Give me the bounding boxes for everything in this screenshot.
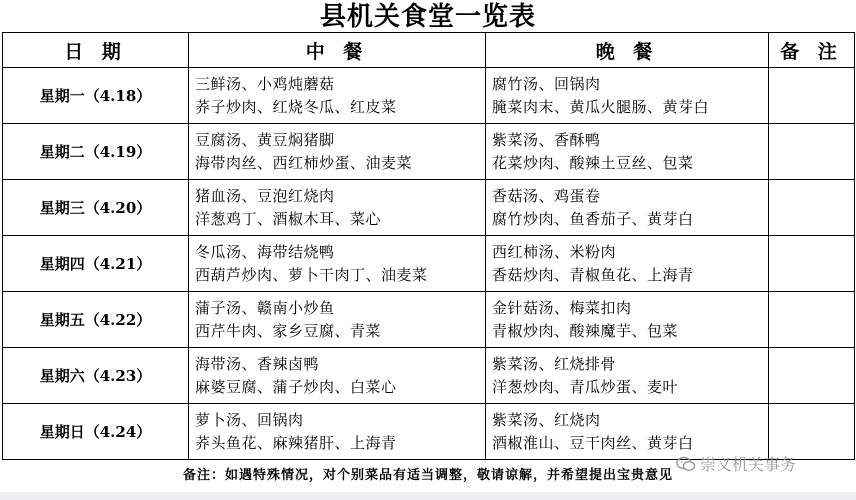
remark-cell xyxy=(769,348,855,404)
dinner-line: 香菇汤、鸡蛋卷 xyxy=(492,186,601,205)
day-cell: 星期日（4.24） xyxy=(3,404,189,460)
remark-cell xyxy=(769,236,855,292)
table-row xyxy=(3,236,855,292)
lunch-line: 萝卜汤、回锅肉 xyxy=(195,410,304,429)
dinner-line: 金针菇汤、梅菜扣肉 xyxy=(492,298,632,317)
watermark xyxy=(676,452,796,475)
day-cell: 星期三（4.20） xyxy=(3,180,189,236)
lunch-cell xyxy=(189,404,486,460)
dinner-cell xyxy=(486,180,769,236)
dinner-line: 花菜炒肉、酸辣土豆丝、包菜 xyxy=(492,153,694,172)
remark-cell xyxy=(769,180,855,236)
dinner-cell xyxy=(486,292,769,348)
table-row xyxy=(3,180,855,236)
wechat-icon xyxy=(676,456,696,472)
remark-cell xyxy=(769,124,855,180)
table-row xyxy=(3,292,855,348)
day-cell: 星期六（4.23） xyxy=(3,348,189,404)
lunch-line: 豆腐汤、黄豆焖猪脚 xyxy=(195,130,335,149)
lunch-line: 蒲子汤、赣南小炒鱼 xyxy=(195,298,335,317)
lunch-line: 猪血汤、豆泡红烧肉 xyxy=(195,186,335,205)
remark-cell xyxy=(769,68,855,124)
lunch-line: 海带汤、香辣卤鸭 xyxy=(195,354,320,373)
dinner-cell xyxy=(486,236,769,292)
lunch-line: 西葫芦炒肉、萝卜干肉丁、油麦菜 xyxy=(195,265,428,284)
day-cell: 星期四（4.21） xyxy=(3,236,189,292)
dinner-line: 紫菜汤、红烧肉 xyxy=(492,410,601,429)
lunch-cell xyxy=(189,68,486,124)
lunch-line: 洋葱鸡丁、酒椒木耳、菜心 xyxy=(195,209,382,228)
dinner-line: 洋葱炒肉、青瓜炒蛋、麦叶 xyxy=(492,377,679,396)
remark-cell xyxy=(769,292,855,348)
lunch-cell xyxy=(189,236,486,292)
header-row xyxy=(3,33,855,68)
dinner-cell xyxy=(486,68,769,124)
table-row xyxy=(3,68,855,124)
dinner-line: 腌菜肉末、黄瓜火腿肠、黄芽白 xyxy=(492,97,710,116)
dinner-cell xyxy=(486,348,769,404)
dinner-line: 腐竹汤、回锅肉 xyxy=(492,74,601,93)
day-cell: 星期一（4.18） xyxy=(3,68,189,124)
lunch-line: 冬瓜汤、海带结烧鸭 xyxy=(195,242,335,261)
header-lunch: 中 餐 xyxy=(189,33,486,68)
dinner-line: 酒椒淮山、豆干肉丝、黄芽白 xyxy=(492,433,694,452)
dinner-line: 香菇炒肉、青椒鱼花、上海青 xyxy=(492,265,694,284)
dinner-line: 紫菜汤、香酥鸭 xyxy=(492,130,601,149)
lunch-line: 西芹牛肉、家乡豆腐、青菜 xyxy=(195,321,382,340)
page-title: 县机关食堂一览表 xyxy=(319,2,536,32)
header-dinner: 晚 餐 xyxy=(486,33,769,68)
lunch-cell xyxy=(189,124,486,180)
bottom-strip xyxy=(0,492,856,500)
dinner-line: 紫菜汤、红烧排骨 xyxy=(492,354,617,373)
lunch-cell xyxy=(189,292,486,348)
lunch-cell xyxy=(189,348,486,404)
lunch-line: 荞头鱼花、麻辣猪肝、上海青 xyxy=(195,433,397,452)
day-cell: 星期二（4.19） xyxy=(3,124,189,180)
lunch-cell xyxy=(189,180,486,236)
dinner-line: 西红柿汤、米粉肉 xyxy=(492,242,617,261)
menu-table xyxy=(2,32,855,460)
header-remarks: 备 注 xyxy=(769,33,855,68)
day-cell: 星期五（4.22） xyxy=(3,292,189,348)
dinner-line: 腐竹炒肉、鱼香茄子、黄芽白 xyxy=(492,209,694,228)
lunch-line: 荞子炒肉、红烧冬瓜、红皮菜 xyxy=(195,97,397,116)
table-row xyxy=(3,124,855,180)
header-date: 日 期 xyxy=(3,33,189,68)
dinner-line: 青椒炒肉、酸辣魔芋、包菜 xyxy=(492,321,679,340)
watermark-text: 崇义机关事务 xyxy=(700,455,797,474)
lunch-line: 三鲜汤、小鸡炖蘑菇 xyxy=(195,74,335,93)
lunch-line: 麻婆豆腐、蒲子炒肉、白菜心 xyxy=(195,377,397,396)
lunch-line: 海带肉丝、西红柿炒蛋、油麦菜 xyxy=(195,153,413,172)
table-row xyxy=(3,348,855,404)
footer-note: 备注：如遇特殊情况，对个别菜品有适当调整，敬请谅解，并希望提出宝贵意见 xyxy=(182,468,673,483)
dinner-cell xyxy=(486,124,769,180)
